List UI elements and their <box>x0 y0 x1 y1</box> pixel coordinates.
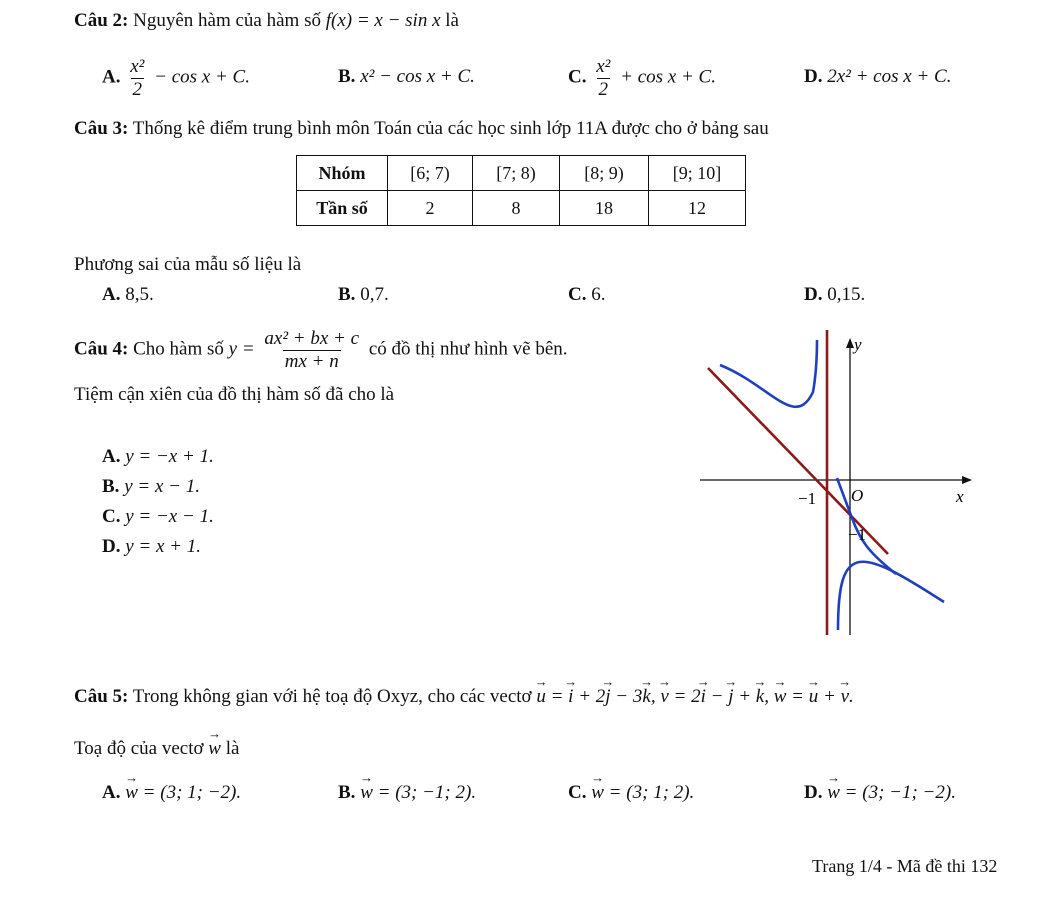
table-cell: [6; 7) <box>388 156 473 191</box>
frequency-table <box>296 155 746 226</box>
table-cell: 18 <box>560 191 649 226</box>
q4-y-eq: y = <box>228 338 255 360</box>
y-axis-label: y <box>854 335 862 354</box>
q4-question: Tiệm cận xiên của đồ thị hàm số đã cho là <box>74 384 395 405</box>
q3-option-a[interactable] <box>102 284 154 306</box>
option-letter: B. <box>338 284 356 305</box>
q5-option-b[interactable] <box>338 782 476 804</box>
denominator: 2 <box>598 78 609 100</box>
table-cell: [8; 9) <box>560 156 649 191</box>
q2-func: f(x) = x − sin x <box>325 10 441 31</box>
q3-option-d[interactable] <box>804 284 865 306</box>
q2-text: Nguyên hàm của hàm số <box>133 10 321 31</box>
w-vector: → w <box>208 738 221 760</box>
w-vector: → w <box>591 782 604 804</box>
option-letter: A. <box>102 782 121 803</box>
option-letter: A. <box>102 66 121 88</box>
option-letter: A. <box>102 284 121 305</box>
q5-question <box>74 738 239 760</box>
table-cell: 8 <box>473 191 560 226</box>
q5-question-end: là <box>225 738 240 759</box>
option-letter: C. <box>102 506 121 527</box>
option-letter: C. <box>568 782 587 803</box>
q5-stem <box>74 686 854 708</box>
x-tick-label: −1 <box>798 489 817 508</box>
q5-label: Câu 5: <box>74 686 129 707</box>
q2-option-d[interactable] <box>804 66 951 88</box>
table-cell: 12 <box>649 191 746 226</box>
q2-stem <box>74 10 459 32</box>
fraction <box>128 56 146 101</box>
q5-option-d[interactable] <box>804 782 956 804</box>
option-value: 0,7. <box>360 284 389 305</box>
q2-label: Câu 2: <box>74 10 129 31</box>
w-vector: → w <box>125 782 138 804</box>
q2-option-c[interactable] <box>568 56 716 101</box>
origin-label: O <box>851 486 864 505</box>
x-axis-arrow-icon <box>962 476 972 484</box>
function-graph <box>700 330 990 640</box>
option-letter: D. <box>804 782 823 803</box>
option-letter: D. <box>102 536 121 557</box>
q4-stem <box>74 328 568 373</box>
q3-option-c[interactable] <box>568 284 605 306</box>
option-value: = (3; −1; −2). <box>844 782 956 803</box>
option-letter: B. <box>102 476 120 497</box>
page-footer: Trang 1/4 - Mã đề thi 132 <box>812 856 998 876</box>
numerator: x² <box>596 56 611 77</box>
denominator: mx + n <box>284 350 339 372</box>
option-value: y = x + 1. <box>125 536 201 557</box>
table-cell: Nhóm <box>297 156 388 191</box>
table-cell: [9; 10] <box>649 156 746 191</box>
option-letter: D. <box>804 284 823 305</box>
q2-end: là <box>445 10 459 31</box>
q4-text-after: có đồ thị như hình vẽ bên. <box>368 338 568 360</box>
q3-label: Câu 3: <box>74 118 129 139</box>
option-letter: D. <box>804 66 823 87</box>
q4-option-a[interactable] <box>102 446 214 468</box>
option-value: = (3; 1; −2). <box>142 782 242 803</box>
q4-option-b[interactable] <box>102 476 200 498</box>
table-cell: [7; 8) <box>473 156 560 191</box>
q5-text: Trong không gian với hệ toạ độ Oxyz, cho các vectơ <box>132 686 532 707</box>
option-expr: x² − cos x + C. <box>360 66 475 87</box>
q3-question: Phương sai của mẫu số liệu là <box>74 254 302 275</box>
q3-option-b[interactable] <box>338 284 389 306</box>
option-value: 8,5. <box>125 284 154 305</box>
w-vector: → w <box>360 782 373 804</box>
q3-stem <box>74 118 769 140</box>
numerator: ax² + bx + c <box>264 328 360 349</box>
table-cell: 2 <box>388 191 473 226</box>
option-letter: B. <box>338 66 356 87</box>
option-value: y = −x − 1. <box>125 506 214 527</box>
table-header-row <box>297 156 746 191</box>
graph-branch-right-upper <box>837 478 896 574</box>
q3-text: Thống kê điểm trung bình môn Toán của các học sinh lớp 11A được cho ở bảng sau <box>132 118 769 139</box>
option-value: = (3; 1; 2). <box>608 782 695 803</box>
q5-vectors: → u = → i + 2→ j − 3→ k, → v = 2→ i − → j + → k, → w = → u + → v. <box>536 686 853 707</box>
q4-fraction <box>262 328 361 373</box>
q5-option-c[interactable] <box>568 782 694 804</box>
option-value: 0,15. <box>827 284 866 305</box>
table-cell: Tần số <box>297 191 388 226</box>
q5-question-text: Toạ độ của vectơ <box>74 738 204 759</box>
q2-option-a[interactable] <box>102 56 250 101</box>
numerator: x² <box>130 56 145 77</box>
option-letter: C. <box>568 284 587 305</box>
q5-option-a[interactable] <box>102 782 241 804</box>
q4-option-c[interactable] <box>102 506 214 528</box>
fraction <box>594 56 612 101</box>
graph-branch-right-lower <box>838 562 944 630</box>
option-rest: + cos x + C. <box>620 66 716 88</box>
option-letter: C. <box>568 66 587 88</box>
q4-label: Câu 4: <box>74 338 129 360</box>
option-expr: 2x² + cos x + C. <box>827 66 952 87</box>
y-axis-arrow-icon <box>846 338 854 348</box>
y-tick-label: −1 <box>848 525 867 544</box>
w-vector: → w <box>827 782 840 804</box>
option-letter: B. <box>338 782 356 803</box>
option-rest: − cos x + C. <box>154 66 250 88</box>
option-value: y = −x + 1. <box>125 446 214 467</box>
table-row <box>297 191 746 226</box>
denominator: 2 <box>132 78 143 100</box>
q4-text-before: Cho hàm số <box>133 338 224 360</box>
option-letter: A. <box>102 446 121 467</box>
option-value: = (3; −1; 2). <box>377 782 477 803</box>
q4-option-d[interactable] <box>102 536 201 558</box>
option-value: y = x − 1. <box>124 476 200 497</box>
x-axis-label: x <box>956 487 964 506</box>
option-value: 6. <box>591 284 606 305</box>
q2-option-b[interactable] <box>338 66 475 88</box>
